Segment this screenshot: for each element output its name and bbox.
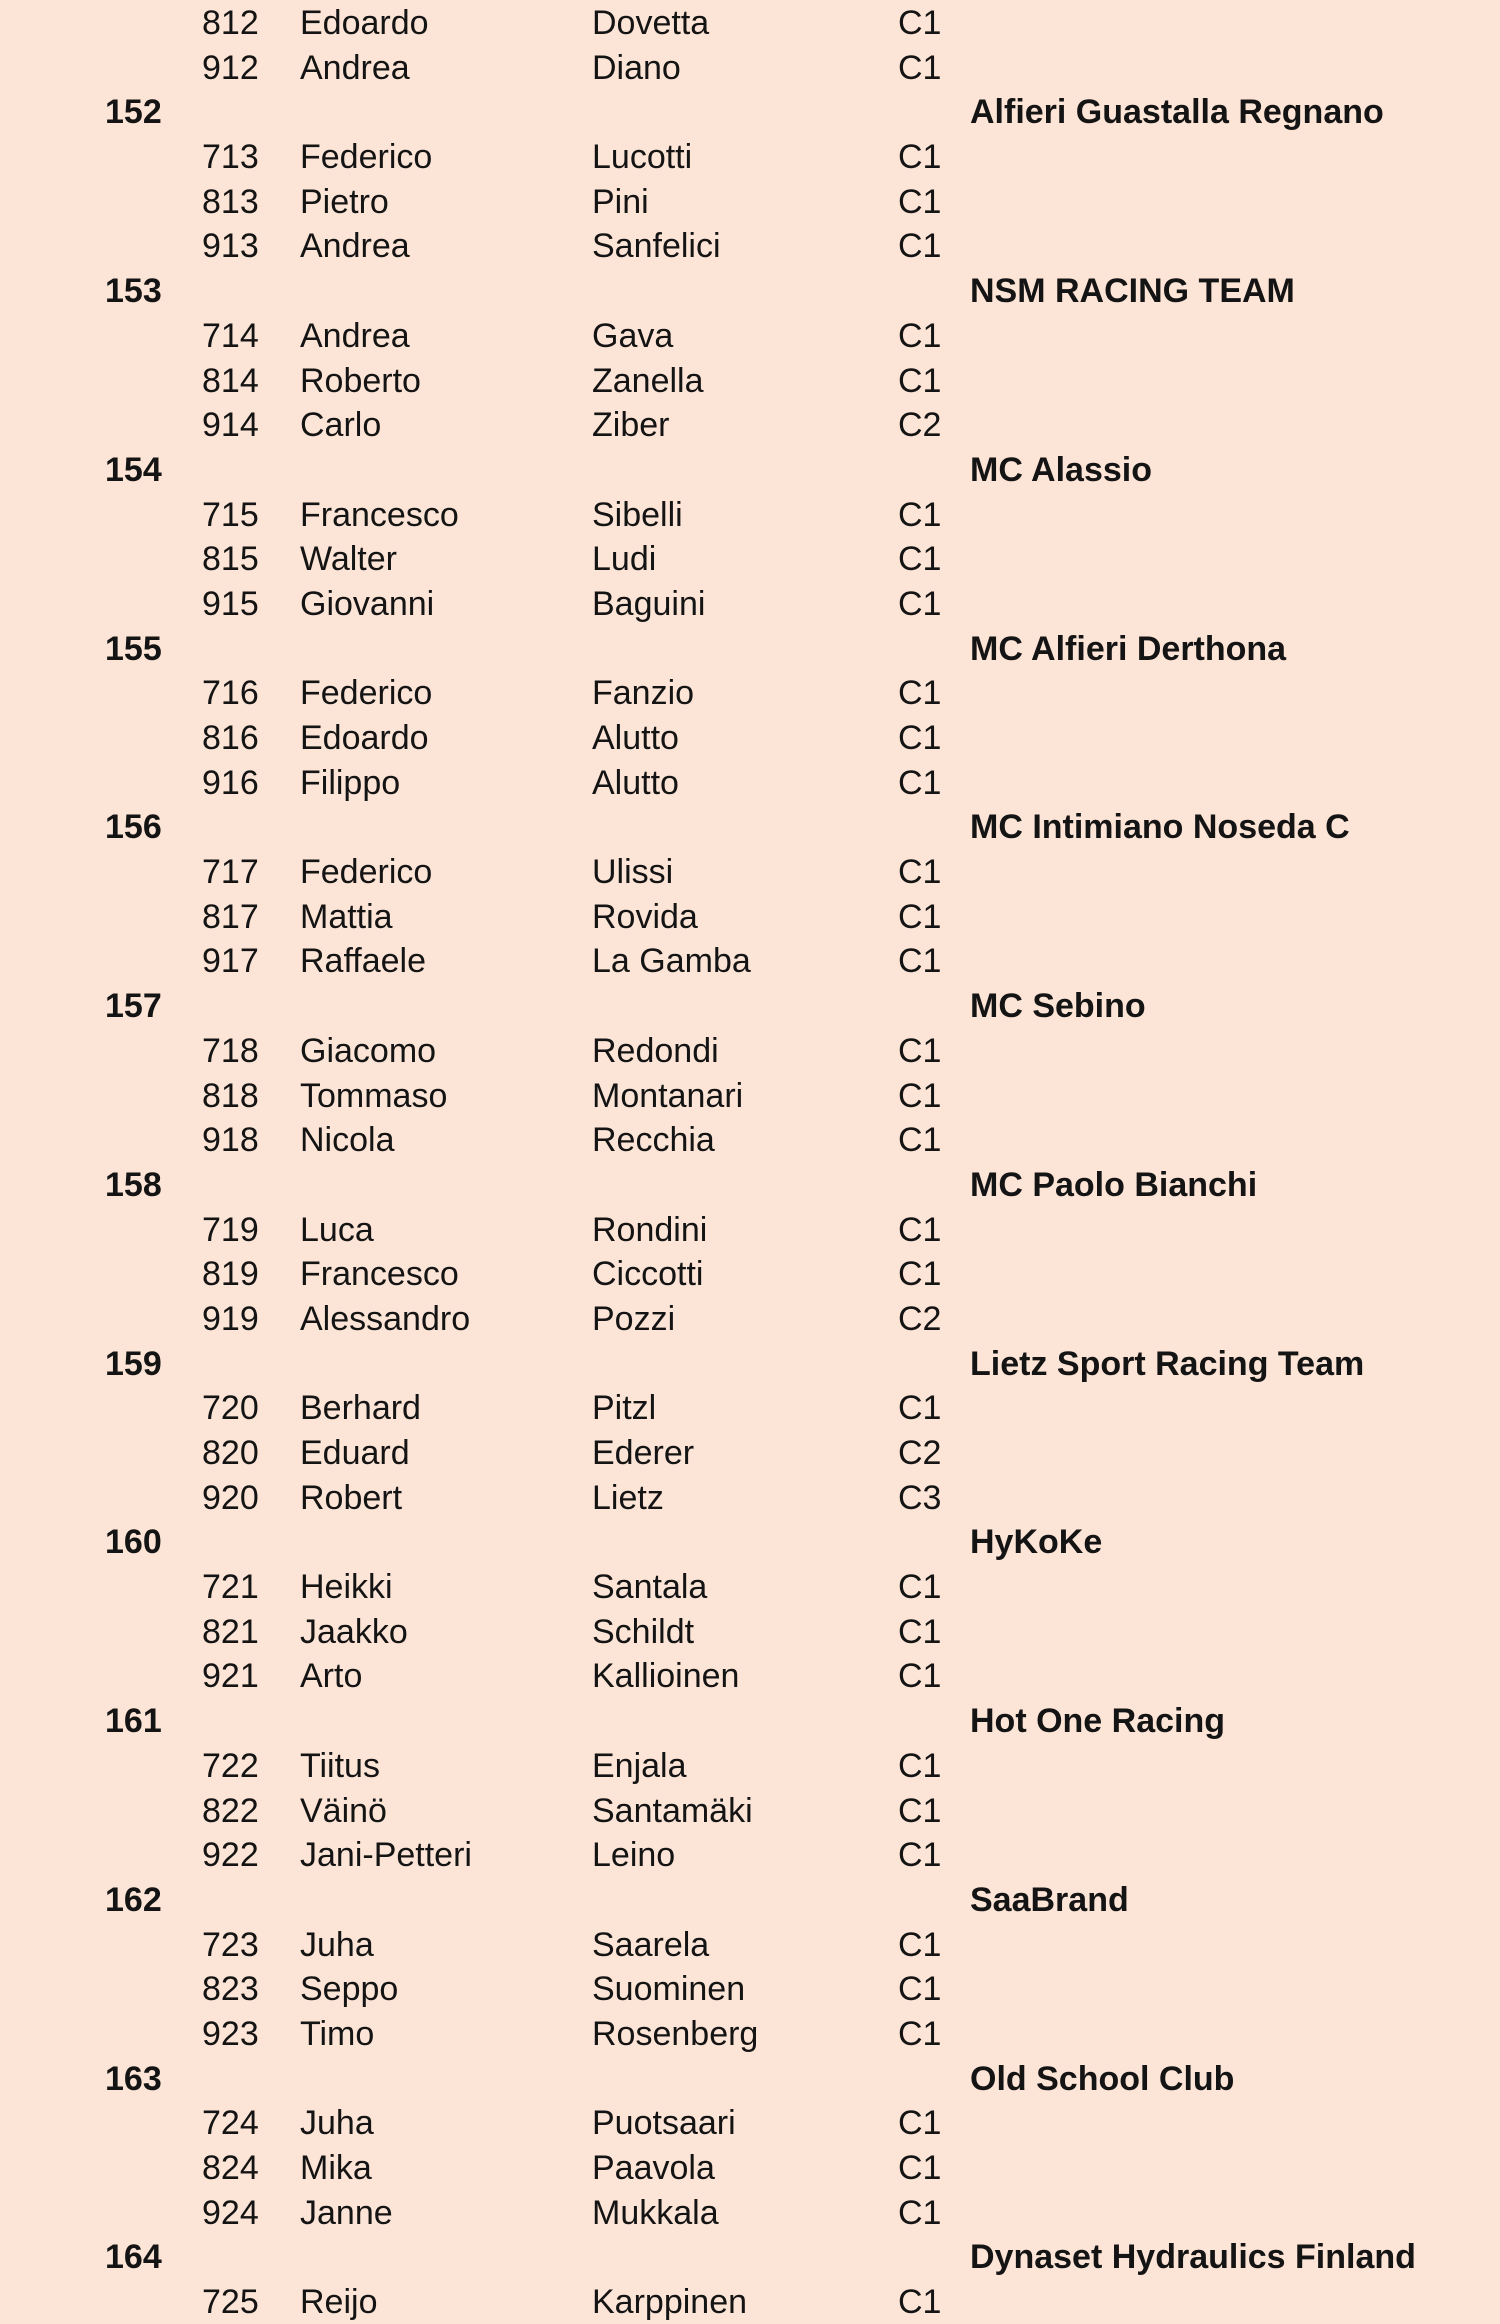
rider-row [0, 1743, 1500, 1788]
rider-last-name: La Gamba [592, 942, 751, 981]
rider-category: C1 [898, 540, 942, 579]
rider-last-name: Schildt [592, 1612, 695, 1651]
rider-number: 720 [202, 1389, 259, 1428]
rider-last-name: Zanella [592, 361, 704, 400]
rider-category: C1 [898, 2283, 942, 2322]
rider-last-name: Saarela [592, 1925, 710, 1964]
rider-first-name: Federico [300, 674, 433, 713]
rider-last-name: Puotsaari [592, 2104, 736, 2143]
rider-last-name: Lietz [592, 1478, 664, 1517]
rider-category: C1 [898, 361, 942, 400]
rider-row [0, 1028, 1500, 1073]
rider-number: 718 [202, 1031, 259, 1070]
rider-number: 923 [202, 2014, 259, 2053]
rider-number: 812 [202, 4, 259, 42]
rider-last-name: Gava [592, 316, 674, 355]
team-name: MC Paolo Bianchi [970, 1165, 1258, 1204]
rider-number: 824 [202, 2149, 259, 2187]
team-number: 157 [105, 987, 162, 1026]
rider-first-name: Mattia [300, 897, 393, 936]
rider-row [0, 1966, 1500, 2011]
team-number: 154 [105, 450, 162, 489]
team-number: 152 [105, 93, 162, 132]
team-number: 163 [105, 2059, 162, 2098]
rider-category: C1 [898, 138, 942, 177]
rider-last-name: Suominen [592, 1970, 746, 2009]
rider-row [0, 715, 1500, 760]
rider-category: C1 [898, 1612, 942, 1651]
team-row [0, 268, 1500, 313]
rider-first-name: Federico [300, 138, 433, 177]
rider-last-name: Baguini [592, 584, 706, 623]
rider-category: C1 [898, 1031, 942, 1070]
rider-number: 823 [202, 1970, 259, 2009]
rider-row [0, 2100, 1500, 2145]
rider-number: 819 [202, 1255, 259, 1294]
rider-last-name: Pozzi [592, 1299, 676, 1338]
team-name: MC Alassio [970, 450, 1153, 489]
rider-last-name: Karppinen [592, 2283, 748, 2322]
rider-first-name: Arto [300, 1657, 363, 1696]
rider-category: C1 [898, 1210, 942, 1249]
rider-first-name: Andrea [300, 316, 410, 355]
rider-first-name: Pietro [300, 182, 389, 221]
rider-category: C3 [898, 1478, 942, 1517]
rider-first-name: Tommaso [300, 1076, 448, 1115]
rider-category: C1 [898, 2193, 942, 2232]
rider-last-name: Rondini [592, 1210, 708, 1249]
rider-first-name: Juha [300, 1925, 374, 1964]
team-row [0, 89, 1500, 134]
rider-row [0, 670, 1500, 715]
team-name: SaaBrand [970, 1880, 1129, 1919]
rider-last-name: Pitzl [592, 1389, 657, 1428]
rider-first-name: Nicola [300, 1121, 395, 1160]
rider-number: 912 [202, 48, 259, 87]
rider-first-name: Heikki [300, 1568, 393, 1607]
team-row [0, 1341, 1500, 1386]
rider-row [0, 536, 1500, 581]
rider-number: 913 [202, 227, 259, 266]
rider-last-name: Ludi [592, 540, 657, 579]
team-number: 161 [105, 1702, 162, 1741]
rider-row [0, 45, 1500, 90]
team-row [0, 2056, 1500, 2101]
rider-category: C1 [898, 227, 942, 266]
rider-row [0, 938, 1500, 983]
rider-number: 813 [202, 182, 259, 221]
rider-row [0, 492, 1500, 537]
rider-last-name: Enjala [592, 1746, 687, 1785]
rider-last-name: Ederer [592, 1434, 695, 1472]
rider-number: 722 [202, 1746, 259, 1785]
rider-number: 922 [202, 1836, 259, 1875]
rider-category: C1 [898, 1791, 942, 1830]
rider-category: C1 [898, 2014, 942, 2053]
rider-category: C1 [898, 495, 942, 534]
rider-row [0, 1832, 1500, 1877]
rider-row [0, 402, 1500, 447]
rider-last-name: Paavola [592, 2149, 715, 2187]
rider-category: C1 [898, 316, 942, 355]
rider-category: C1 [898, 48, 942, 87]
rider-row [0, 1073, 1500, 1118]
rider-category: C1 [898, 1970, 942, 2009]
rider-number: 713 [202, 138, 259, 177]
rider-row [0, 2011, 1500, 2056]
rider-category: C1 [898, 942, 942, 981]
rider-last-name: Ciccotti [592, 1255, 704, 1294]
rider-last-name: Kallioinen [592, 1657, 740, 1696]
rider-number: 721 [202, 1568, 259, 1607]
team-number: 160 [105, 1523, 162, 1562]
rider-last-name: Santala [592, 1568, 708, 1607]
rider-first-name: Andrea [300, 227, 410, 266]
rider-number: 817 [202, 897, 259, 936]
rider-row [0, 2190, 1500, 2235]
rider-category: C1 [898, 584, 942, 623]
team-number: 155 [105, 629, 162, 668]
rider-number: 915 [202, 584, 259, 623]
team-name: MC Intimiano Noseda C [970, 808, 1350, 847]
rider-first-name: Seppo [300, 1970, 399, 2009]
rider-first-name: Francesco [300, 1255, 459, 1294]
rider-row [0, 760, 1500, 805]
rider-number: 716 [202, 674, 259, 713]
team-row [0, 1877, 1500, 1922]
rider-number: 822 [202, 1791, 259, 1830]
rider-row [0, 1117, 1500, 1162]
rider-first-name: Väinö [300, 1791, 387, 1830]
team-row [0, 447, 1500, 492]
team-name: NSM RACING TEAM [970, 272, 1295, 311]
rider-last-name: Recchia [592, 1121, 715, 1160]
rider-row [0, 849, 1500, 894]
rider-row [0, 1653, 1500, 1698]
rider-number: 820 [202, 1434, 259, 1472]
rider-row [0, 2145, 1500, 2190]
rider-last-name: Diano [592, 48, 681, 87]
rider-first-name: Edoardo [300, 4, 429, 42]
rider-row [0, 2279, 1500, 2324]
rider-row [0, 358, 1500, 403]
rider-number: 717 [202, 853, 259, 892]
rider-category: C1 [898, 1925, 942, 1964]
rider-row [0, 1296, 1500, 1341]
rider-first-name: Federico [300, 853, 433, 892]
rider-row [0, 1564, 1500, 1609]
rider-category: C1 [898, 763, 942, 802]
rider-first-name: Walter [300, 540, 397, 579]
rider-last-name: Mukkala [592, 2193, 719, 2232]
rider-row [0, 313, 1500, 358]
rider-last-name: Sanfelici [592, 227, 721, 266]
team-number: 158 [105, 1165, 162, 1204]
rider-first-name: Edoardo [300, 719, 429, 757]
rider-first-name: Robert [300, 1478, 403, 1517]
rider-row [0, 1430, 1500, 1475]
team-number: 156 [105, 808, 162, 847]
rider-number: 924 [202, 2193, 259, 2232]
rider-last-name: Leino [592, 1836, 676, 1875]
rider-first-name: Giovanni [300, 584, 435, 623]
rider-row [0, 1385, 1500, 1430]
rider-row [0, 179, 1500, 224]
rider-number: 914 [202, 406, 259, 445]
rider-first-name: Timo [300, 2014, 375, 2053]
rider-number: 814 [202, 361, 259, 400]
team-row [0, 983, 1500, 1028]
rider-row [0, 134, 1500, 179]
rider-last-name: Ziber [592, 406, 670, 445]
rider-last-name: Alutto [592, 719, 679, 757]
rider-first-name: Alessandro [300, 1299, 471, 1338]
rider-first-name: Jani-Petteri [300, 1836, 472, 1875]
rider-first-name: Roberto [300, 361, 421, 400]
rider-last-name: Lucotti [592, 138, 693, 177]
rider-last-name: Montanari [592, 1076, 744, 1115]
rider-last-name: Pini [592, 182, 649, 221]
team-name: HyKoKe [970, 1523, 1103, 1562]
rider-first-name: Eduard [300, 1434, 410, 1472]
rider-category: C1 [898, 1746, 942, 1785]
rider-category: C1 [898, 674, 942, 713]
rider-first-name: Tiitus [300, 1746, 380, 1785]
rider-category: C1 [898, 1657, 942, 1696]
rider-category: C2 [898, 406, 942, 445]
rider-last-name: Fanzio [592, 674, 695, 713]
rider-row [0, 894, 1500, 939]
rider-number: 921 [202, 1657, 259, 1696]
rider-first-name: Filippo [300, 763, 401, 802]
rider-last-name: Santamäki [592, 1791, 753, 1830]
rider-number: 821 [202, 1612, 259, 1651]
rider-category: C2 [898, 1299, 942, 1338]
rider-number: 919 [202, 1299, 259, 1338]
rider-last-name: Redondi [592, 1031, 719, 1070]
team-name: Lietz Sport Racing Team [970, 1344, 1365, 1383]
rider-category: C1 [898, 1121, 942, 1160]
team-row [0, 626, 1500, 671]
rider-number: 723 [202, 1925, 259, 1964]
team-name: MC Alfieri Derthona [970, 629, 1287, 668]
team-row [0, 804, 1500, 849]
team-row [0, 1162, 1500, 1207]
rider-category: C1 [898, 1568, 942, 1607]
rider-number: 714 [202, 316, 259, 355]
rider-number: 816 [202, 719, 259, 757]
rider-number: 725 [202, 2283, 259, 2322]
rider-first-name: Berhard [300, 1389, 421, 1428]
rider-last-name: Rosenberg [592, 2014, 759, 2053]
rider-number: 918 [202, 1121, 259, 1160]
rider-row [0, 1609, 1500, 1654]
rider-row [0, 1207, 1500, 1252]
rider-row [0, 1922, 1500, 1967]
rider-number: 920 [202, 1478, 259, 1517]
team-number: 159 [105, 1344, 162, 1383]
rider-first-name: Andrea [300, 48, 410, 87]
rider-number: 715 [202, 495, 259, 534]
rider-category: C1 [898, 182, 942, 221]
team-name: Alfieri Guastalla Regnano [970, 93, 1384, 132]
rider-number: 724 [202, 2104, 259, 2143]
rider-row [0, 223, 1500, 268]
team-row [0, 1519, 1500, 1564]
rider-category: C1 [898, 1389, 942, 1428]
rider-category: C1 [898, 1255, 942, 1294]
rider-category: C1 [898, 4, 942, 42]
rider-row [0, 581, 1500, 626]
team-name: Hot One Racing [970, 1702, 1226, 1741]
rider-first-name: Raffaele [300, 942, 427, 981]
rider-number: 916 [202, 763, 259, 802]
rider-last-name: Ulissi [592, 853, 674, 892]
team-number: 153 [105, 272, 162, 311]
rider-last-name: Rovida [592, 897, 698, 936]
team-name: Old School Club [970, 2059, 1235, 2098]
rider-last-name: Sibelli [592, 495, 683, 534]
rider-first-name: Juha [300, 2104, 374, 2143]
team-name: Dynaset Hydraulics Finland [970, 2238, 1416, 2277]
rider-first-name: Carlo [300, 406, 382, 445]
rider-first-name: Janne [300, 2193, 393, 2232]
rider-category: C1 [898, 2104, 942, 2143]
rider-category: C1 [898, 1836, 942, 1875]
rider-first-name: Luca [300, 1210, 374, 1249]
rider-number: 818 [202, 1076, 259, 1115]
rider-first-name: Francesco [300, 495, 459, 534]
rider-row [0, 1251, 1500, 1296]
rider-category: C1 [898, 1076, 942, 1115]
team-row [0, 1698, 1500, 1743]
rider-number: 719 [202, 1210, 259, 1249]
rider-category: C2 [898, 1434, 942, 1472]
rider-first-name: Mika [300, 2149, 372, 2187]
rider-last-name: Alutto [592, 763, 679, 802]
rider-category: C1 [898, 719, 942, 757]
rider-category: C1 [898, 853, 942, 892]
team-number: 164 [105, 2238, 162, 2277]
rider-category: C1 [898, 2149, 942, 2187]
rider-last-name: Dovetta [592, 4, 710, 42]
team-row [0, 2234, 1500, 2279]
rider-first-name: Jaakko [300, 1612, 408, 1651]
rider-number: 917 [202, 942, 259, 981]
team-name: MC Sebino [970, 987, 1146, 1026]
rider-row [0, 1475, 1500, 1520]
rider-first-name: Reijo [300, 2283, 378, 2322]
rider-category: C1 [898, 897, 942, 936]
rider-first-name: Giacomo [300, 1031, 437, 1070]
rider-row [0, 0, 1500, 45]
rider-number: 815 [202, 540, 259, 579]
team-number: 162 [105, 1880, 162, 1919]
rider-row [0, 1788, 1500, 1833]
